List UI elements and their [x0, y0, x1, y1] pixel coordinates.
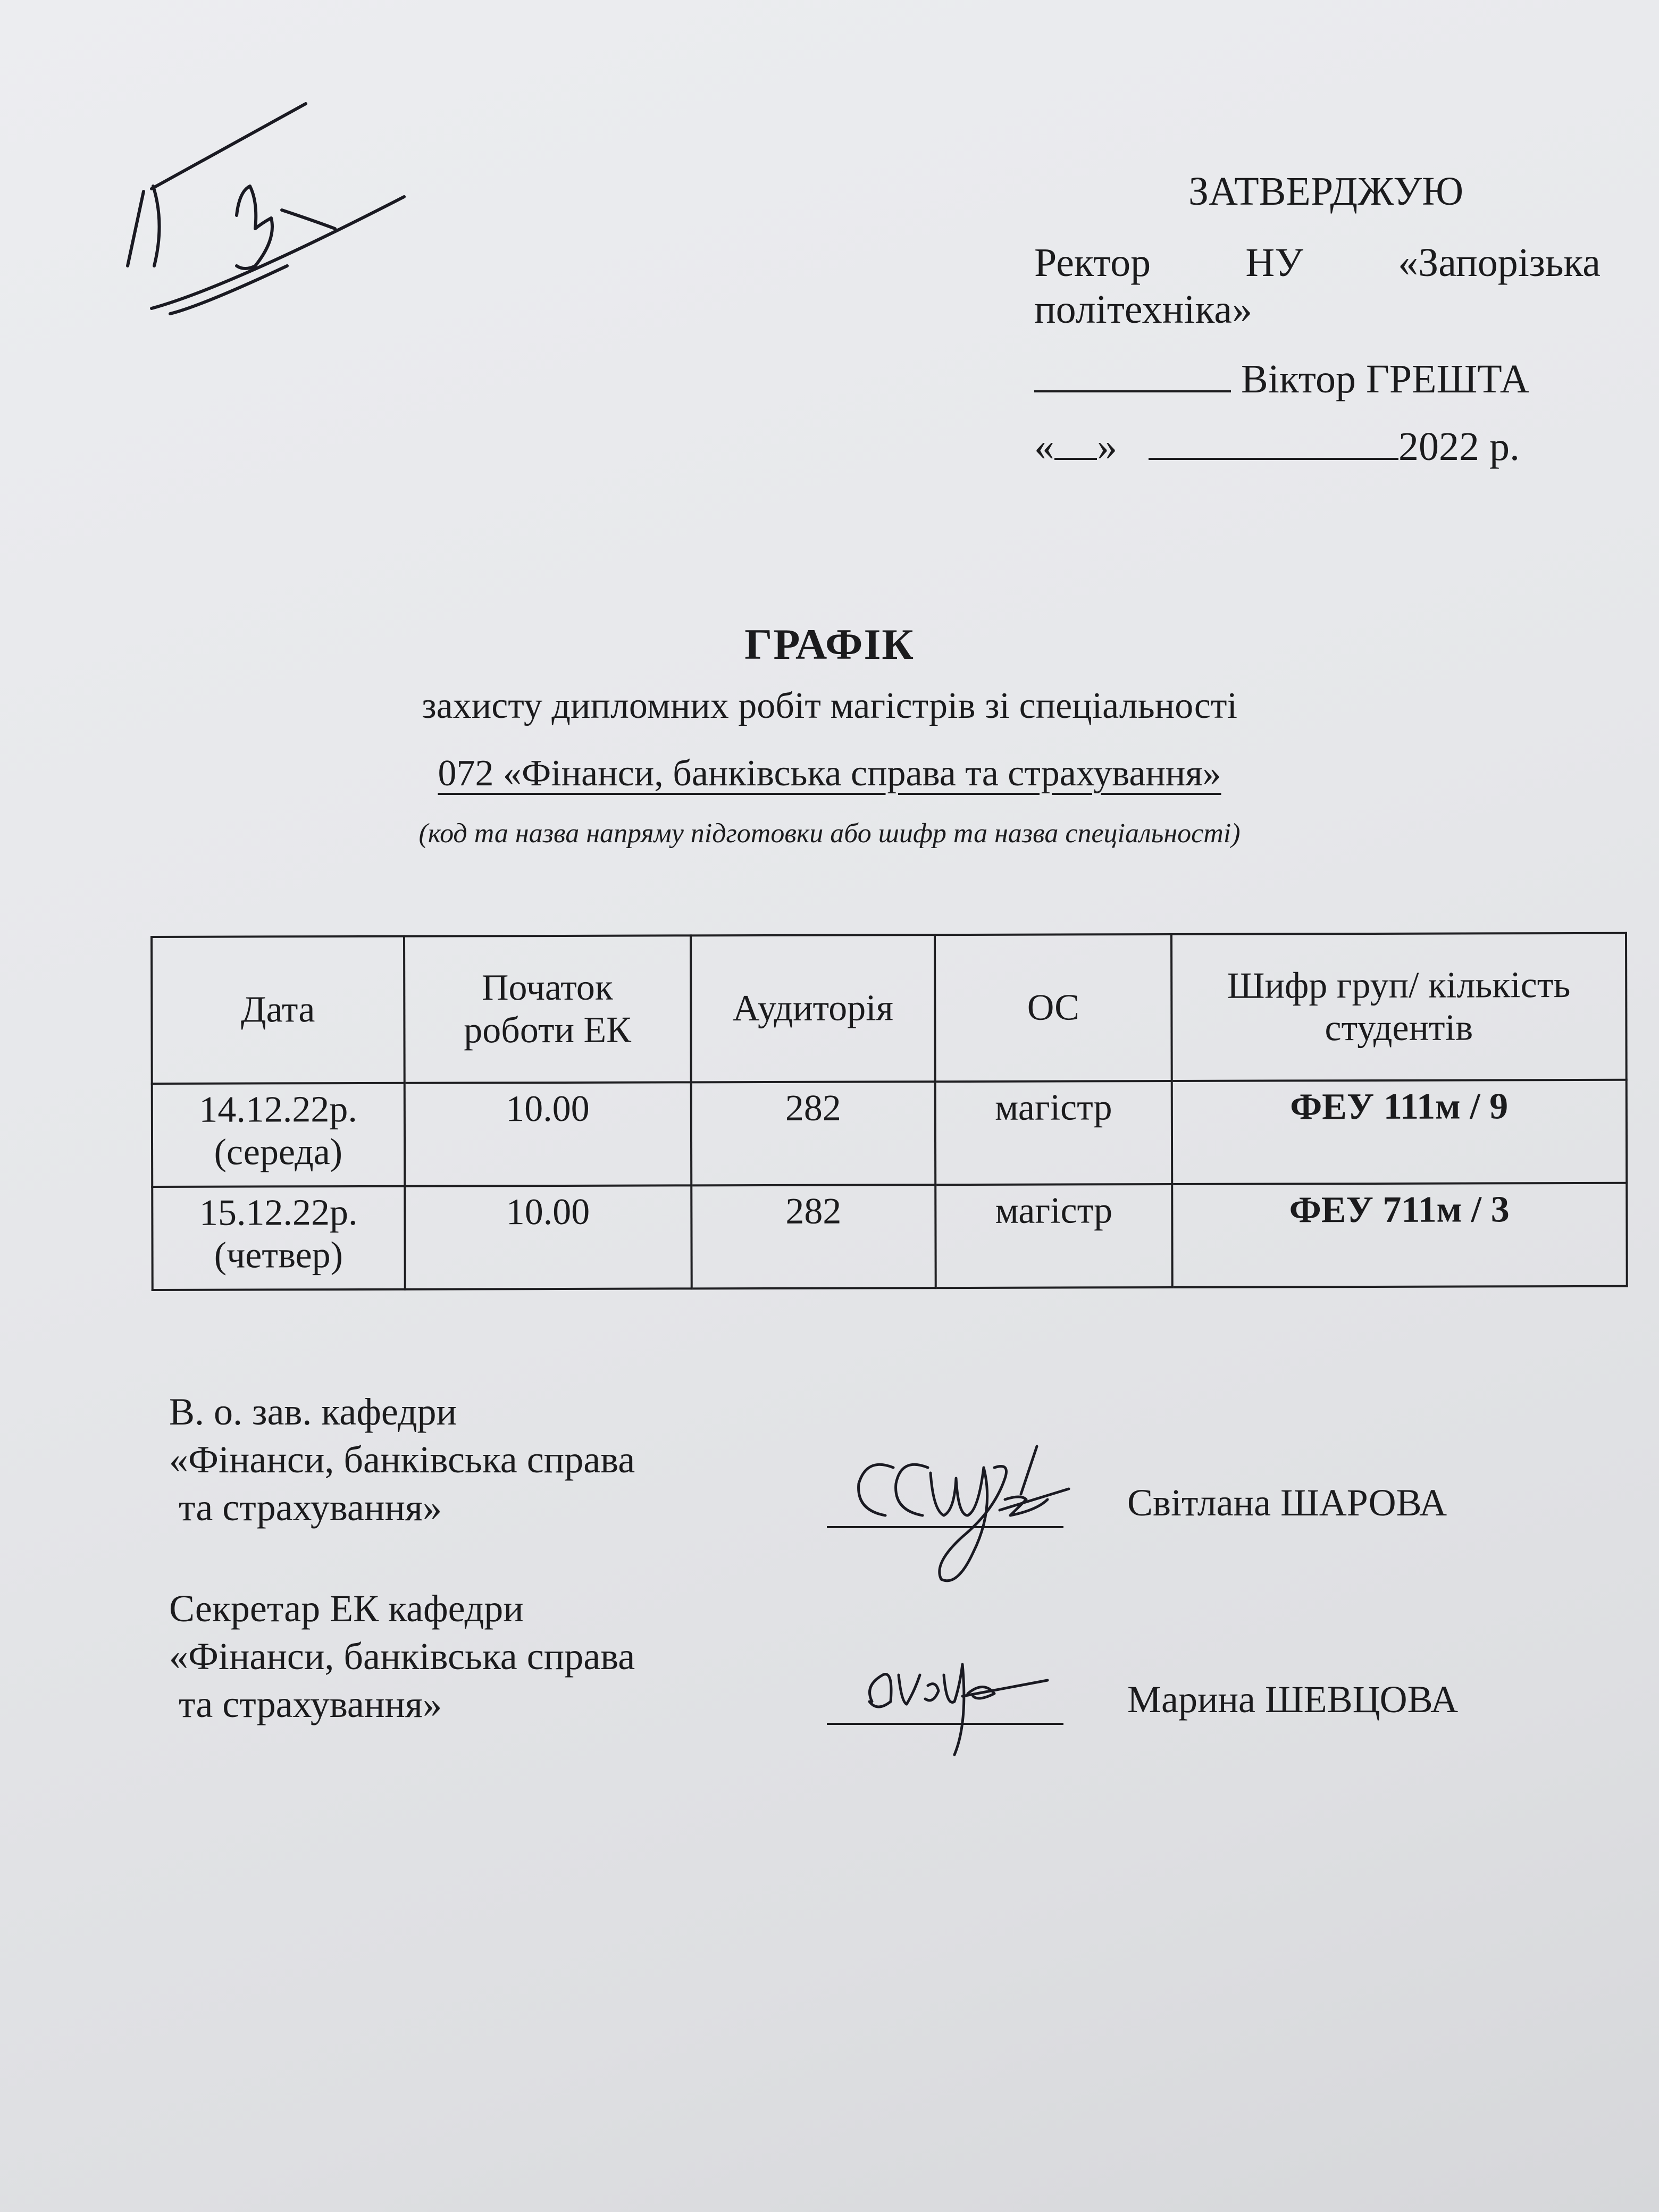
header-os: ОС — [935, 934, 1171, 1082]
cell-room: 282 — [691, 1082, 935, 1185]
head-of-department-label: В. о. зав. кафедри «Фінанси, банківська справа та страхування» — [169, 1390, 635, 1529]
approval-date-line — [1034, 423, 1603, 469]
cell-date: 15.12.22р. (четвер) — [152, 1186, 405, 1290]
header-date: Дата — [152, 936, 404, 1084]
specialty-text: 072 «Фінанси, банківська справа та страхування» — [438, 753, 1221, 794]
cell-start: 10.00 — [405, 1185, 692, 1289]
approval-year: 2022 р. — [1398, 424, 1520, 469]
table-row — [152, 1080, 1627, 1187]
specialty-hint: (код та назва напряму підготовки або шифр та назва спеціальності) — [418, 818, 1241, 849]
header-room: Аудиторія — [691, 935, 935, 1082]
schedule-table — [150, 932, 1628, 1291]
approval-position-line-1 — [1034, 240, 1601, 285]
rector-signature — [122, 96, 420, 330]
table-header-row — [152, 933, 1627, 1084]
approval-position-word: «Запорізька — [1398, 240, 1601, 285]
cell-date: 14.12.22р. (середа) — [152, 1083, 405, 1187]
header-start: Початок роботи ЕК — [404, 935, 691, 1083]
approval-name-line — [1034, 355, 1603, 401]
cell-start: 10.00 — [404, 1082, 691, 1186]
table-row — [152, 1183, 1627, 1290]
head-signature — [835, 1436, 1085, 1590]
cell-os: магістр — [935, 1081, 1172, 1185]
signature-blank — [1034, 355, 1231, 392]
approval-position-line-2: політехніка» — [1034, 287, 1252, 332]
document-specialty — [0, 752, 1659, 795]
date-open-quote: « — [1034, 424, 1054, 469]
cell-group: ФЕУ 111м / 9 — [1171, 1080, 1627, 1184]
day-blank — [1054, 423, 1097, 460]
approval-position-word: Ректор — [1034, 240, 1151, 285]
secretary-name: Марина ШЕВЦОВА — [1127, 1678, 1459, 1721]
head-name: Світлана ШАРОВА — [1127, 1481, 1447, 1524]
header-group: Шифр груп/ кількість студентів — [1171, 933, 1627, 1081]
approval-name: Віктор ГРЕШТА — [1241, 357, 1529, 401]
cell-room: 282 — [691, 1185, 936, 1288]
approval-position-word: НУ — [1245, 240, 1304, 285]
secretary-label: Секретар ЕК кафедри «Фінанси, банківська справа та страхування» — [169, 1587, 635, 1725]
document-subtitle: захисту дипломних робіт магістрів зі спеціальності — [422, 685, 1237, 726]
date-close-quote: » — [1097, 424, 1117, 469]
cell-group: ФЕУ 711м / 3 — [1172, 1183, 1627, 1287]
cell-os: магістр — [936, 1184, 1172, 1288]
secretary-signature — [840, 1643, 1090, 1760]
approval-title: ЗАТВЕРДЖУЮ — [1188, 169, 1464, 214]
month-blank — [1149, 423, 1398, 460]
document-title: ГРАФІК — [744, 620, 915, 668]
